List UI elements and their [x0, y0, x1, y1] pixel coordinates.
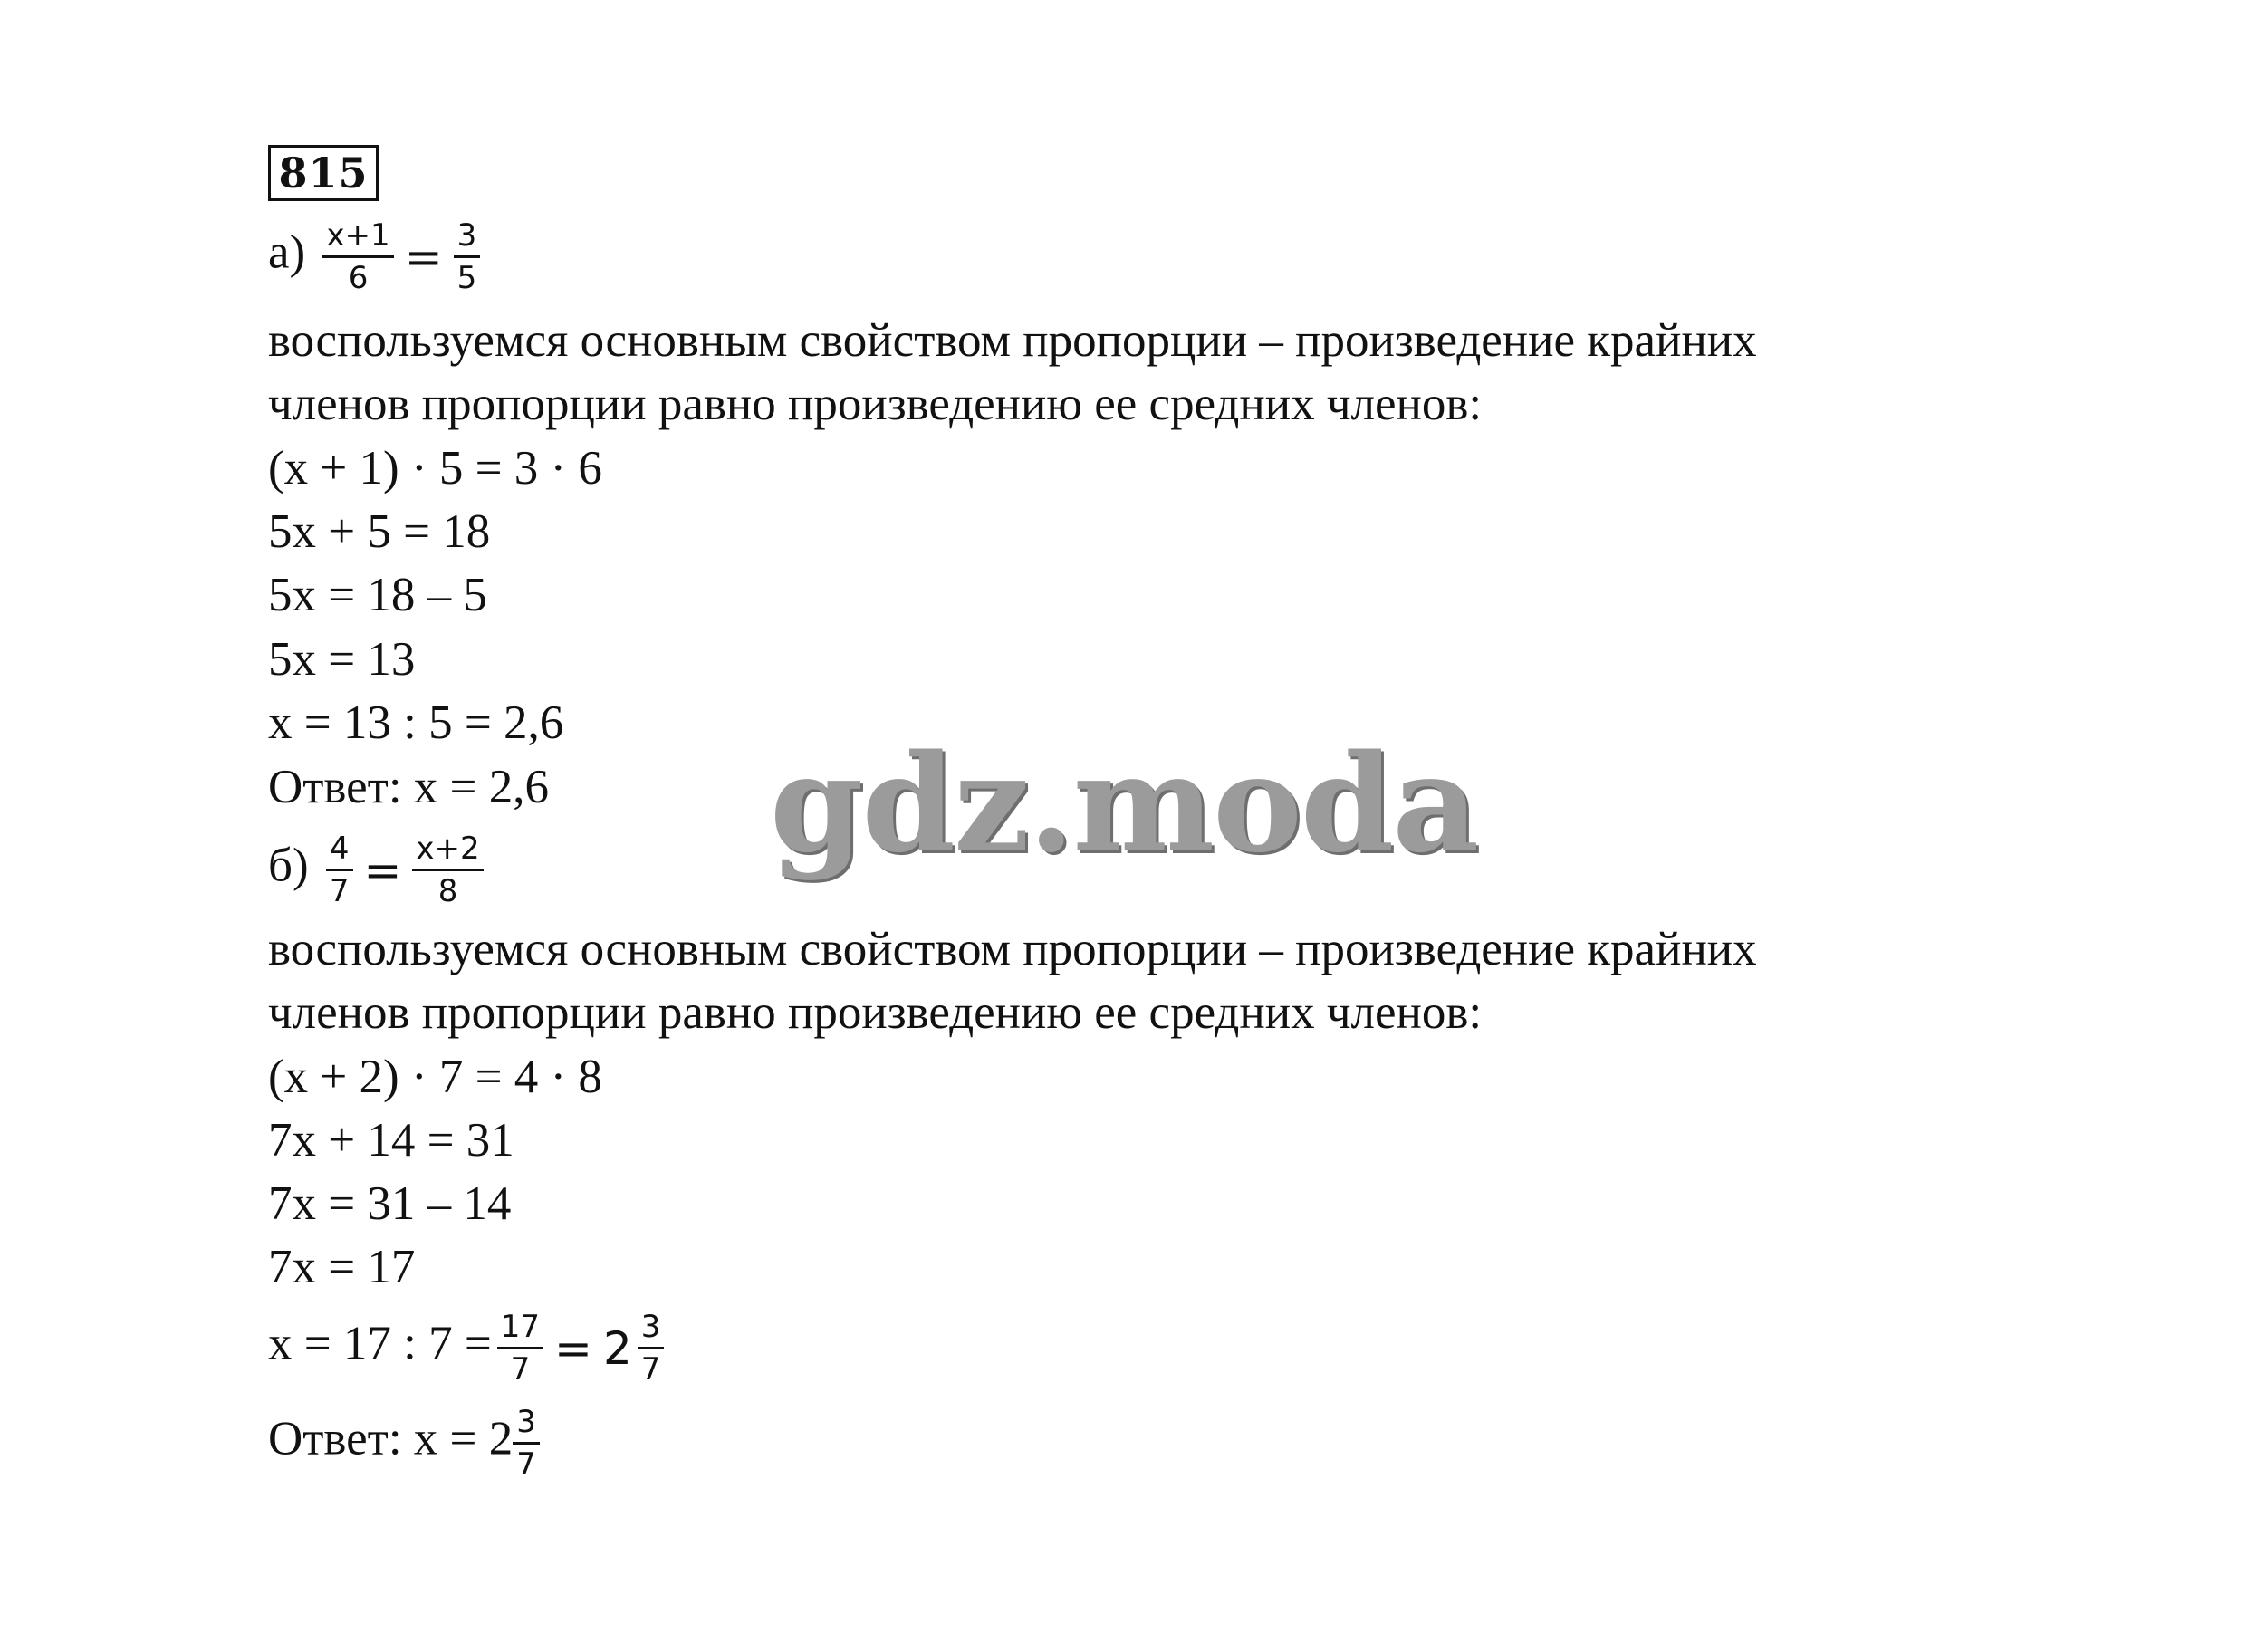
part-b-text-line-2: членов пропорции равно произведению ее средних членов:: [268, 986, 1483, 1039]
fraction: $\frac{3}{7}$: [638, 1309, 665, 1388]
part-a-text-line-1: воспользуемся основным свойством пропорции – произведение крайних: [268, 314, 1757, 367]
part-b-equation: б) $\frac{4}{7}$ = $\frac{x+2}{8}$: [268, 831, 489, 909]
part-b-text-line-1: воспользуемся основным свойством пропорции – произведение крайних: [268, 923, 1757, 975]
part-b-step: 7x + 14 = 31: [268, 1114, 514, 1167]
fraction: $\frac{17}{7}$: [497, 1309, 543, 1388]
part-b-answer: Ответ: x = 2 $\frac{3}{7}$: [268, 1404, 545, 1483]
part-b-step: (x + 2) · 7 = 4 · 8: [268, 1051, 602, 1103]
watermark: gdz.moda: [770, 725, 1478, 882]
problem-number: 815: [268, 145, 379, 201]
part-b-step: 7x = 31 – 14: [268, 1177, 512, 1230]
fraction: $\frac{3}{5}$: [454, 217, 481, 296]
fraction: $\frac{4}{7}$: [326, 831, 353, 909]
fraction: $\frac{x+1}{6}$: [322, 217, 393, 296]
fraction: $\frac{x+2}{8}$: [412, 831, 483, 909]
part-a-step: 5x = 13: [268, 633, 416, 686]
part-b-step: 7x = 17: [268, 1241, 416, 1293]
part-a-step: 5x + 5 = 18: [268, 505, 491, 558]
part-a-label: а): [268, 226, 306, 279]
part-a-equation: а) $\frac{x+1}{6}$ = $\frac{3}{5}$: [268, 217, 485, 296]
fraction: $\frac{3}{7}$: [513, 1404, 540, 1483]
part-b-last-step: x = 17 : 7 = $\frac{17}{7}$ = 2 $\frac{3}{7}$: [268, 1309, 669, 1388]
part-a-step: 5x = 18 – 5: [268, 569, 487, 621]
part-a-step: (x + 1) · 5 = 3 · 6: [268, 442, 602, 495]
part-a-answer: Ответ: x = 2,6: [268, 761, 549, 813]
part-a-step: x = 13 : 5 = 2,6: [268, 696, 564, 749]
part-b-label: б): [268, 839, 309, 892]
part-a-text-line-2: членов пропорции равно произведению ее средних членов:: [268, 378, 1483, 430]
